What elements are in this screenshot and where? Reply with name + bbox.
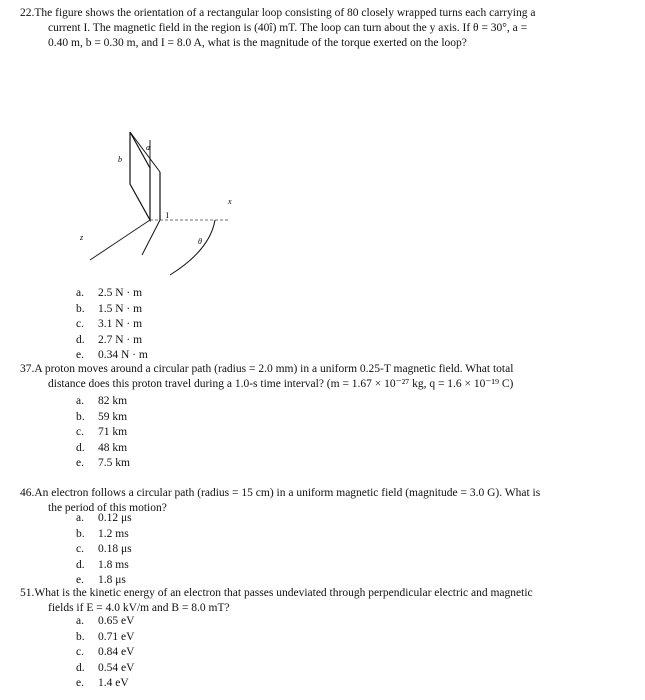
option-letter: d.: [76, 333, 85, 346]
option-letter: d.: [76, 661, 85, 674]
option-letter: e.: [76, 574, 84, 586]
option-letter: b.: [76, 630, 85, 643]
answer-option[interactable]: [76, 676, 134, 692]
question-text-line: current I. The magnetic field in the region is (40î) mT. The loop can turn about the y axis. If θ = 30°, a =: [48, 22, 528, 34]
option-text: 0.65 eV: [98, 615, 135, 627]
label-x: x: [228, 197, 232, 206]
option-text: 48 km: [98, 441, 128, 454]
answer-option[interactable]: [76, 425, 130, 441]
loop-figure: [60, 120, 260, 280]
option-text: 0.84 eV: [98, 646, 135, 658]
label-theta: θ: [198, 237, 202, 246]
question-number: 22.: [20, 7, 35, 19]
option-letter: c.: [76, 426, 84, 438]
z-axis: [90, 220, 150, 260]
option-text: 2.7 N · m: [98, 333, 143, 346]
answer-option[interactable]: [76, 630, 134, 646]
question-text-line: the period of this motion?: [48, 502, 167, 514]
answer-option[interactable]: [76, 456, 130, 472]
question-text-line: fields if E = 4.0 kV/m and B = 8.0 mT?: [48, 602, 230, 614]
question-51-stem: [20, 586, 630, 616]
question-51-options: [76, 614, 134, 692]
option-letter: c.: [76, 543, 84, 555]
answer-option[interactable]: [76, 527, 132, 543]
option-letter: d.: [76, 558, 85, 571]
answer-option[interactable]: [76, 441, 130, 457]
answer-option[interactable]: [76, 661, 134, 677]
option-letter: c.: [76, 646, 84, 658]
option-text: 7.5 km: [98, 457, 130, 469]
option-text: 82 km: [98, 395, 128, 407]
question-text-line: What is the kinetic energy of an electron that passes undeviated through perpendicular electric and magnetic: [34, 587, 533, 599]
label-current: I: [166, 211, 169, 220]
option-text: 1.2 ms: [98, 527, 129, 540]
question-text-line: A proton moves around a circular path (radius = 2.0 mm) in a uniform 0.25-T magnetic field. What total: [34, 363, 514, 375]
answer-option[interactable]: [76, 614, 134, 630]
option-text: 59 km: [98, 410, 128, 423]
option-text: 1.5 N · m: [98, 302, 143, 315]
question-text-line: The figure shows the orientation of a rectangular loop consisting of 80 closely wrapped turns each carrying a: [34, 7, 536, 19]
question-number: 37.: [20, 363, 35, 375]
option-text: 0.71 eV: [98, 630, 135, 643]
question-22-options: [76, 286, 148, 364]
option-text: 71 km: [98, 426, 128, 438]
label-z: z: [80, 233, 84, 242]
answer-option[interactable]: [76, 511, 132, 527]
option-letter: a.: [76, 395, 84, 407]
question-37-options: [76, 394, 130, 472]
question-37-stem: [20, 362, 630, 392]
option-text: 0.54 eV: [98, 661, 135, 674]
question-22-stem: [20, 6, 630, 51]
option-text: 0.34 N · m: [98, 349, 148, 361]
option-text: 2.5 N · m: [98, 287, 143, 299]
question-46-options: [76, 511, 132, 589]
loop-bottom-edge: [142, 220, 160, 255]
option-letter: b.: [76, 410, 85, 423]
answer-option[interactable]: [76, 394, 130, 410]
option-letter: a.: [76, 287, 84, 299]
option-letter: b.: [76, 527, 85, 540]
option-text: 0.18 μs: [98, 543, 132, 555]
option-text: 0.12 μs: [98, 512, 132, 524]
question-number: 46.: [20, 487, 35, 499]
question-text-line: 0.40 m, b = 0.30 m, and I = 8.0 A, what is the magnitude of the torque exerted on the loop?: [48, 37, 467, 49]
option-text: 1.8 μs: [98, 574, 126, 586]
answer-option[interactable]: [76, 645, 134, 661]
option-letter: a.: [76, 615, 84, 627]
answer-option[interactable]: [76, 317, 148, 333]
question-text-line: distance does this proton travel during a 1.0-s time interval? (m = 1.67 × 10⁻²⁷ kg, q = 1.6 × 10⁻¹⁹ C): [48, 378, 514, 390]
option-letter: e.: [76, 457, 84, 469]
answer-option[interactable]: [76, 542, 132, 558]
option-letter: a.: [76, 512, 84, 524]
answer-option[interactable]: [76, 286, 148, 302]
option-text: 1.8 ms: [98, 558, 129, 571]
answer-option[interactable]: [76, 302, 148, 318]
label-a: a: [146, 143, 150, 152]
option-text: 3.1 N · m: [98, 318, 143, 330]
option-letter: e.: [76, 349, 84, 361]
label-b: b: [118, 155, 122, 164]
answer-option[interactable]: [76, 558, 132, 574]
option-letter: c.: [76, 318, 84, 330]
option-letter: b.: [76, 302, 85, 315]
option-letter: d.: [76, 441, 85, 454]
theta-arc: [170, 220, 215, 275]
option-text: 1.4 eV: [98, 677, 129, 689]
question-text-line: An electron follows a circular path (radius = 15 cm) in a uniform magnetic field (magnitude = 3.0 G). What is: [34, 487, 541, 499]
answer-option[interactable]: [76, 410, 130, 426]
answer-option[interactable]: [76, 333, 148, 349]
loop-top-edge: [130, 132, 160, 172]
question-number: 51.: [20, 587, 35, 599]
option-letter: e.: [76, 677, 84, 689]
